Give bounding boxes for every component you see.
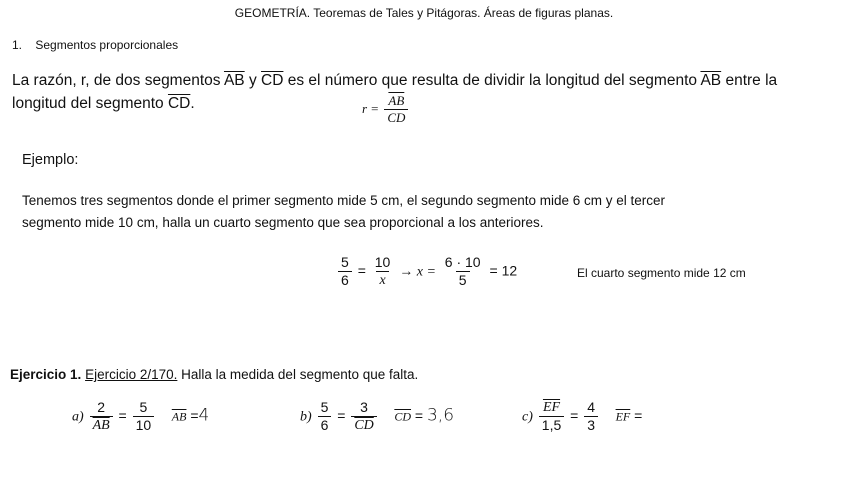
fraction: [584, 400, 598, 434]
fraction-denominator: AB: [90, 416, 113, 433]
document-title: GEOMETRÍA. Teoremas de Tales y Pitágoras. Áreas de figuras planas.: [234, 6, 614, 20]
definition-text: .: [190, 95, 195, 112]
segment-label: $\overline{CD}$: [167, 95, 191, 112]
exercise-reference: Ejercicio 2/170.: [85, 367, 178, 382]
fraction: [442, 255, 484, 289]
item-label: a): [72, 409, 84, 425]
item-label: b): [300, 409, 312, 425]
fraction-numerator: 6 · 10: [444, 254, 481, 270]
formula-fraction: [384, 94, 408, 126]
fraction-numerator: 3: [360, 399, 368, 415]
definition-text: entre la: [721, 72, 778, 89]
definition-line-1: [12, 66, 777, 95]
equation-result: = 12: [489, 262, 518, 279]
segment-label: $\overline{CD}$: [261, 72, 284, 89]
fraction-numerator: 5: [139, 399, 148, 415]
example-text-line-2: segmento mide 10 cm, halla un cuarto segmento que sea proporcional a los anteriores.: [22, 215, 544, 230]
handwritten-answer[interactable]: 3,6: [426, 405, 455, 426]
equals-sign: =: [634, 407, 643, 424]
equals-sign: =: [190, 407, 199, 424]
fraction: [90, 400, 113, 434]
fraction-denominator: x: [376, 271, 388, 288]
fraction-denominator: 10: [133, 416, 155, 433]
exercise-instruction: Halla la medida del segmento que falta.: [177, 367, 419, 382]
fraction-denominator: 5: [456, 271, 470, 288]
equals-sign: =: [414, 407, 424, 424]
fraction-numerator: 10: [374, 254, 391, 270]
definition-line-2: [12, 95, 195, 113]
segment-label: $\overline{AB}$: [700, 72, 722, 89]
ratio-formula: [362, 94, 410, 126]
example-label: Ejemplo:: [22, 152, 79, 168]
fraction-denominator: CD: [384, 109, 408, 125]
example-text-line-1: Tenemos tres segmentos donde el primer segmento mide 5 cm, el segundo segmento mide 6 cm y el tercer: [22, 193, 666, 208]
fraction: [351, 400, 376, 434]
definition-text: longitud del segmento: [12, 95, 168, 112]
item-label: c): [522, 409, 533, 425]
fraction-denominator: 3: [584, 416, 598, 433]
example-equation: [336, 255, 517, 289]
handwritten-answer[interactable]: 4: [198, 405, 210, 426]
exercise-number: Ejercicio 1.: [10, 367, 82, 382]
example-note: El cuarto segmento mide 12 cm: [577, 266, 746, 280]
segment-label: $\overline{EF}$: [615, 409, 631, 424]
fraction-numerator: 4: [587, 399, 596, 415]
segment-label: $\overline{AB}$: [171, 409, 187, 424]
fraction: [133, 400, 155, 434]
definition-text: y: [244, 72, 262, 89]
definition-text: La razón, r, de dos segmentos: [12, 72, 224, 89]
segment-label: $\overline{CD}$: [394, 409, 412, 424]
fraction-denominator: 6: [338, 271, 352, 288]
exercise-item-b: b) $\frac{5}{6}$ = $\frac{3}{CD}$ $\overline{CD} = 3,6$: [300, 399, 455, 434]
fraction: [539, 400, 564, 434]
segment-label: $\overline{AB}$: [223, 72, 245, 89]
equals-sign: =: [357, 262, 366, 279]
fraction-denominator: 6: [318, 416, 332, 433]
formula-lhs: r =: [362, 100, 380, 116]
section-number: 1.: [12, 38, 23, 52]
section-title: Segmentos proporcionales: [35, 38, 179, 52]
exercise-item-c: c) $\frac{\overline{EF}}{1,5}$ = $\frac{4}{3}$ $\overline{EF}$ =: [522, 399, 643, 434]
definition-text: es el número que resulta de dividir la longitud del segmento: [283, 72, 701, 89]
fraction-numerator: $\overline{EF}$: [542, 400, 561, 415]
exercise-title: [10, 367, 418, 382]
fraction: [318, 400, 332, 434]
section-heading: [12, 38, 178, 52]
fraction-denominator: CD: [351, 416, 376, 433]
fraction: [372, 255, 394, 289]
fraction-numerator: 5: [320, 399, 329, 415]
fraction-numerator: 5: [341, 254, 349, 270]
fraction: [338, 255, 352, 289]
exercise-item-a: a) $\frac{2}{AB}$ = $\frac{5}{10}$ $\overline{AB} =4$: [72, 399, 210, 434]
fraction-numerator: 2: [97, 399, 106, 415]
fraction-denominator: 1,5: [539, 416, 564, 433]
arrow-expression: → x =: [399, 264, 436, 280]
fraction-numerator: $\overline{AB}$: [388, 93, 405, 108]
